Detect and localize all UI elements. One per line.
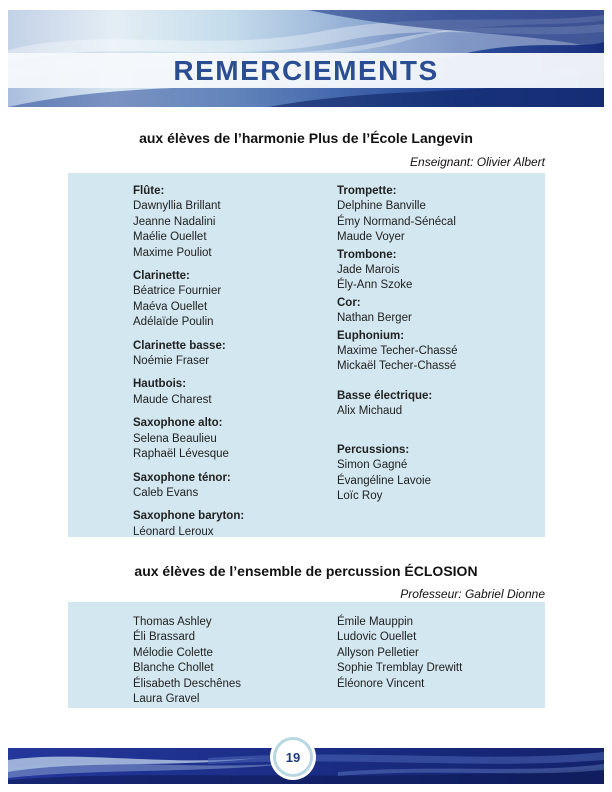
instrument-label: Basse électrique: — [337, 389, 433, 402]
student-name: Maélie Ouellet — [133, 231, 207, 244]
student-name: Raphaël Lévesque — [133, 448, 229, 461]
student-name: Émile Mauppin — [337, 616, 414, 628]
instrument-group — [133, 416, 337, 462]
student-name: Selena Beaulieu — [133, 432, 217, 445]
student-name: Jade Marois — [337, 264, 400, 277]
instrument-label: Clarinette: — [133, 270, 190, 283]
student-name: Delphine Banville — [337, 200, 426, 213]
student-name: Maude Charest — [133, 393, 212, 406]
instrument-group — [337, 184, 545, 246]
student-name: Caleb Evans — [133, 486, 199, 499]
instrument-group — [133, 509, 337, 540]
section-heading: aux élèves de l’ensemble de percussion ÉCLOSION — [134, 563, 478, 579]
page-title: REMERCIEMENTS — [173, 54, 439, 86]
student-name: Maéva Ouellet — [133, 300, 208, 313]
student-name: Évangéline Lavoie — [337, 474, 431, 487]
instrument-label: Trombone: — [337, 248, 397, 261]
instrument-group — [337, 329, 545, 375]
student-name: Léonard Leroux — [133, 525, 214, 538]
student-name: Laura Gravel — [133, 693, 200, 706]
instrument-group — [133, 471, 337, 502]
instrument-label: Flûte: — [133, 185, 165, 197]
student-name: Mickaël Techer-Chassé — [337, 360, 457, 373]
student-name: Béatrice Fournier — [133, 285, 222, 298]
instrument-group — [133, 184, 337, 261]
instrument-label: Trompette: — [337, 185, 397, 197]
student-name: Ély-Ann Szoke — [337, 279, 413, 292]
roster-column-left — [133, 184, 337, 540]
student-name: Noémie Fraser — [133, 355, 210, 368]
instrument-group — [133, 377, 337, 408]
student-name: Loïc Roy — [337, 489, 383, 502]
student-name: Émy Normand-Sénécal — [337, 215, 456, 228]
instrument-label: Clarinette basse: — [133, 339, 226, 352]
student-name: Jeanne Nadalini — [133, 215, 216, 228]
student-name: Éli Brassard — [133, 631, 195, 644]
instrument-group — [133, 269, 337, 331]
student-name: Maxime Pouliot — [133, 246, 212, 259]
instrument-group — [337, 296, 545, 327]
student-name: Alix Michaud — [337, 405, 403, 418]
student-name: Maude Voyer — [337, 231, 405, 244]
page-number-badge — [273, 737, 313, 777]
roster-column-right — [337, 184, 545, 504]
instrument-label: Cor: — [337, 296, 361, 309]
student-name: Ludovic Ouellet — [337, 631, 417, 644]
instrument-label: Percussions: — [337, 443, 410, 456]
header-banner — [8, 10, 604, 107]
section-credit: Enseignant: Olivier Albert — [410, 155, 545, 169]
student-name: Adélaïde Poulin — [133, 316, 214, 329]
page-number: 19 — [285, 749, 301, 765]
student-name: Sophie Tremblay Drewitt — [337, 662, 463, 675]
title-band — [8, 53, 604, 88]
instrument-group — [133, 615, 337, 707]
section-heading: aux élèves de l’harmonie Plus de l’École Langevin — [139, 130, 473, 146]
harmonie-roster-box — [68, 173, 545, 537]
student-name: Nathan Berger — [337, 312, 412, 325]
student-name: Allyson Pelletier — [337, 646, 419, 659]
instrument-label: Hautbois: — [133, 378, 187, 391]
student-name: Élisabeth Deschênes — [133, 677, 242, 690]
student-name: Simon Gagné — [337, 459, 408, 472]
instrument-label: Euphonium: — [337, 329, 405, 342]
instrument-group — [337, 248, 545, 294]
roster-column-left — [133, 615, 337, 707]
instrument-group — [337, 615, 545, 692]
student-name: Mélodie Colette — [133, 646, 213, 659]
student-name: Thomas Ashley — [133, 616, 212, 628]
instrument-group — [337, 443, 545, 505]
student-name: Blanche Chollet — [133, 662, 214, 675]
student-name: Maxime Techer-Chassé — [337, 345, 458, 358]
roster-column-right — [337, 615, 545, 692]
instrument-group — [133, 339, 337, 370]
instrument-label: Saxophone ténor: — [133, 471, 231, 484]
instrument-group — [337, 389, 545, 420]
section-credit: Professeur: Gabriel Dionne — [400, 587, 545, 601]
percussion-roster-box — [68, 602, 545, 708]
student-name: Dawnyllia Brillant — [133, 200, 221, 213]
student-name: Éléonore Vincent — [337, 677, 425, 690]
instrument-label: Saxophone baryton: — [133, 510, 245, 523]
instrument-label: Saxophone alto: — [133, 417, 223, 430]
